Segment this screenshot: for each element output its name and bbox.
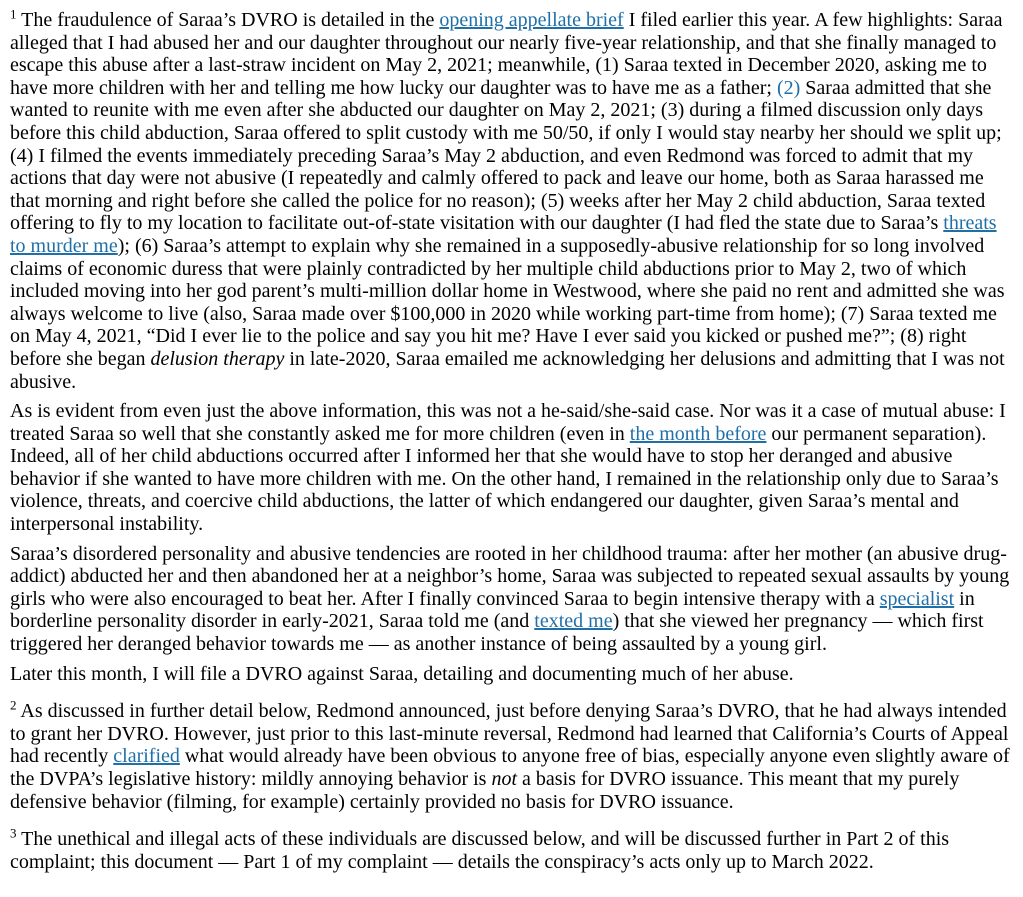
link-threats-to-murder-me[interactable]: threats to murder me bbox=[10, 212, 997, 257]
link-texted-me[interactable]: texted me bbox=[534, 610, 613, 633]
link-clarified[interactable]: clarified bbox=[113, 745, 180, 768]
link-the-month-before[interactable]: the month before bbox=[629, 422, 767, 445]
text-run: Later this month, I will file a DVRO against Saraa, detailing and documenting much of her abuse. bbox=[10, 662, 794, 685]
text-run: our permanent separation). Indeed, all of her child abductions occurred after I informed her that she would have to stop her deranged and abusive behavior if she wanted to have more children with me. On the other hand, I remained in the relationship only due to Saraa’s violence, threats, and coercive child abductions, the latter of which endangered our daughter, given Saraa’s mental and interpersonal instability. bbox=[10, 422, 999, 536]
footnote-2 bbox=[10, 697, 1014, 813]
document-page bbox=[10, 6, 1014, 873]
text-run: I filed earlier this year. A few highlights: Saraa alleged that I had abused her and our daughter throughout our nearly five-year relationship, and that she finally managed to escape this abuse after a last-straw incident on May 2, 2021; meanwhile, (1) Saraa texted in December 2020, asking me to have more children with her and telling me how lucky our daughter was to have me as a father; bbox=[10, 9, 1003, 99]
footnote-1 bbox=[10, 6, 1014, 393]
text-run: Saraa admitted that she wanted to reunite with me even after she abducted our daughter on May 2, 2021; (3) during a filmed discussion only days before this child abduction, Saraa offered to split custody with me 50/50, if only I would stay nearby her should we split up; (4) I filmed the events immediately preceding Saraa’s May 2 abduction, and even Redmond was forced to admit that my actions that day were not abusive (I repeatedly and calmly offered to pack and leave our home, both as Saraa harassed me that morning and right before she called the police for no reason); (5) weeks after her May 2 child abduction, Saraa texted offering to fly to my location to facilitate out-of-state visitation with our daughter (I had fled the state due to Saraa’s bbox=[10, 76, 1002, 235]
footnote-marker-2: 2 bbox=[10, 697, 17, 713]
link-specialist[interactable]: specialist bbox=[879, 587, 955, 610]
footnote-marker-1: 1 bbox=[10, 6, 17, 22]
text-run: As discussed in further detail below, Redmond announced, just before denying Saraa’s DVRO, that he had always intended to grant her DVRO. However, just prior to this last-minute reversal, Redmond had learned that California’s Courts of Appeal had recently bbox=[10, 700, 1009, 768]
text-run: not bbox=[491, 768, 518, 790]
text-run: Saraa’s disordered personality and abusive tendencies are rooted in her childhood trauma: after her mother (an abusive drug-addict) abducted her and then abandoned her at a neighbor’s home, Saraa was subjected to repeated sexual assaults by young girls who were also encouraged to beat her. After I finally convinced Saraa to begin intensive therapy with a bbox=[10, 542, 1010, 610]
text-run: delusion therapy bbox=[150, 347, 285, 370]
text-run: The unethical and illegal acts of these individuals are discussed below, and will be discussed further in Part 2 of this complaint; this document — Part 1 of my complaint — details the conspiracy’s acts only up to March 2022. bbox=[10, 828, 950, 873]
text-run: As is evident from even just the above information, this was not a he-said/she-said case. Nor was it a case of mutual abuse: I treated Saraa so well that she constantly asked me for more children (even in bbox=[10, 400, 1006, 445]
text-run: in borderline personality disorder in early-2021, Saraa told me (and bbox=[10, 587, 975, 633]
link-highlight-2[interactable]: (2) bbox=[776, 76, 801, 99]
text-run: ); (6) Saraa’s attempt to explain why she remained in a supposedly-abusive relationship for so long involved claims of economic duress that were plainly contradicted by her multiple child abductions prior to May 2, two of which included moving into her god parent’s multi-million dollar home in Westwood, where she paid no rent and admitted she was always welcome to live (also, Saraa made over $100,000 in 2020 while working part-time from home); (7) Saraa texted me on May 4, 2021, “Did I ever lie to the police and say you hit me? Have I ever said you kicked or pushed me?”; (8) right before she began bbox=[10, 234, 1005, 370]
text-run: in late-2020, Saraa emailed me acknowledging her delusions and admitting that I was not abusive. bbox=[10, 347, 1005, 393]
text-run: what would already have been obvious to anyone free of bias, especially anyone even slightly aware of the DVPA’s legislative history: mildly annoying behavior is bbox=[10, 745, 1010, 790]
footnote-marker-3: 3 bbox=[10, 825, 17, 841]
paragraph-later-this-month bbox=[10, 663, 1014, 686]
link-opening-appellate-brief[interactable]: opening appellate brief bbox=[439, 9, 624, 31]
paragraph-not-he-said-she-said bbox=[10, 400, 1014, 536]
text-run: The fraudulence of Saraa’s DVRO is detailed in the bbox=[16, 9, 440, 31]
footnote-3 bbox=[10, 825, 1014, 873]
text-run: a basis for DVRO issuance. This meant that my purely defensive behavior (filming, for example) certainly provided no basis for DVRO issuance. bbox=[10, 768, 960, 813]
paragraph-childhood-trauma bbox=[10, 543, 1014, 656]
text-run: ) that she viewed her pregnancy — which first triggered her deranged behavior towards me — as another instance of being assaulted by a young girl. bbox=[10, 610, 984, 656]
